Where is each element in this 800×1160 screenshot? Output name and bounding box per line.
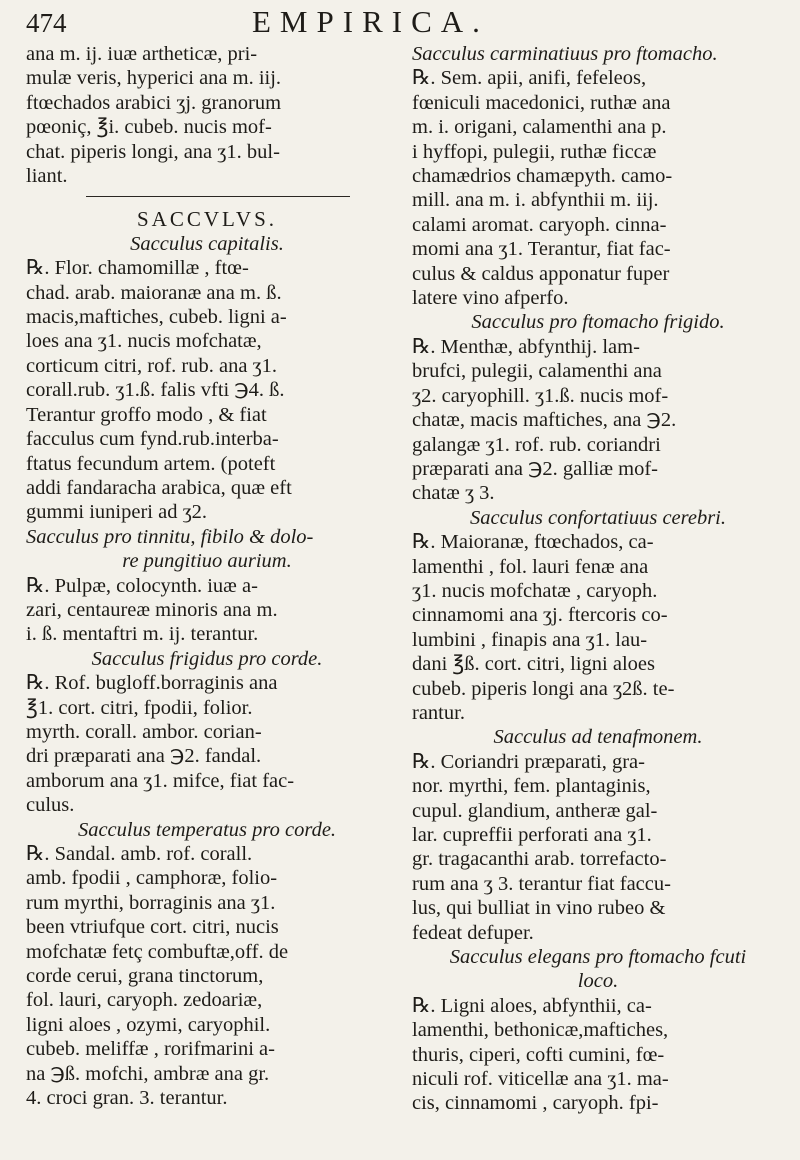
text-line: galangæ ʒ1. rof. rub. coriandri: [412, 433, 661, 456]
text-line: amb. fpodii , camphoræ, folio-: [26, 867, 278, 890]
text-line: corde cerui, grana tinctorum,: [26, 965, 264, 988]
recipe-heading: re pungitiuo aurium.: [122, 550, 292, 573]
recipe-heading: Sacculus confortatiuus cerebri.: [469, 506, 727, 529]
text-line: gr. tragacanthi arab. torrefacto-: [412, 848, 667, 871]
text-line: m. i. origani, calamenthi ana p.: [412, 116, 667, 139]
text-line: ℞. Maioranæ, ftœchados, ca-: [412, 531, 654, 554]
text-line: ℥1. cort. citri, fpodii, folior.: [26, 696, 253, 719]
recipe-heading: Sacculus pro tinnitu, fibilo & dolo-: [26, 525, 314, 548]
text-line: ℞. Ligni aloes, abfynthii, ca-: [412, 994, 652, 1017]
text-line: chatæ ʒ 3.: [412, 482, 495, 505]
recipe-heading: Sacculus capitalis.: [130, 232, 284, 255]
recipe-heading: Sacculus temperatus pro corde.: [77, 818, 337, 841]
text-line: rantur.: [412, 701, 465, 724]
text-line: ℞. Flor. chamomillæ , ftœ-: [26, 257, 249, 280]
text-line: chad. arab. maioranæ ana m. ß.: [26, 281, 282, 304]
text-line: ʒ2. caryophill. ʒ1.ß. nucis mof-: [412, 384, 669, 407]
text-line: lus, qui bulliat in vino rubeo &: [412, 897, 666, 920]
text-line: ʒ1. nucis mofchatæ , caryoph.: [412, 579, 658, 602]
recipe-heading: loco.: [577, 970, 619, 993]
text-line: chatæ, macis maftiches, ana ℈2.: [412, 409, 677, 432]
text-line: ℞. Rof. bugloff.borraginis ana: [26, 672, 278, 695]
text-line: thuris, ciperi, cofti cumini, fœ-: [412, 1043, 665, 1066]
text-line: dri præparati ana ℈2. fandal.: [26, 745, 262, 768]
text-line: brufci, pulegii, calamenthi ana: [412, 360, 662, 383]
text-line: culus & caldus apponatur fuper: [412, 262, 670, 285]
text-line: chat. piperis longi, ana ʒ1. bul-: [26, 140, 280, 163]
text-line: myrth. corall. ambor. corian-: [26, 720, 262, 743]
text-line: addi fandaracha arabica, quæ eft: [26, 476, 292, 499]
text-line: chamædrios chamæpyth. camo-: [412, 165, 673, 188]
text-line: i. ß. mentaftri m. ij. terantur.: [26, 623, 259, 646]
running-head: EMPIRICA.: [252, 4, 489, 39]
text-line: gummi iuniperi ad ʒ2.: [26, 501, 208, 524]
text-line: cis, cinnamomi , caryoph. fpi-: [412, 1092, 659, 1115]
text-line: momi ana ʒ1. Terantur, fiat fac-: [412, 238, 671, 261]
recipe-heading: SACCVLVS.: [136, 207, 278, 232]
text-line: liant.: [26, 165, 68, 188]
text-line: i hyffopi, pulegii, ruthæ ficcæ: [412, 140, 657, 163]
text-line: fol. lauri, caryoph. zedoariæ,: [26, 989, 263, 1012]
text-line: zari, centaureæ minoris ana m.: [26, 598, 278, 621]
text-line: cubeb. piperis longi ana ʒ2ß. te-: [412, 677, 675, 700]
text-line: pœoniç, ℥i. cubeb. nucis mof-: [26, 116, 272, 139]
text-line: macis,maftiches, cubeb. ligni a-: [26, 306, 287, 329]
text-line: amborum ana ʒ1. mifce, fiat fac-: [26, 769, 295, 792]
text-line: lamenthi, bethonicæ,maftiches,: [412, 1019, 669, 1042]
recipe-heading: Sacculus carminatiuus pro ftomacho.: [412, 43, 718, 65]
page-number: 474: [26, 8, 67, 38]
text-line: præparati ana ℈2. galliæ mof-: [412, 457, 659, 480]
recipe-heading: Sacculus ad tenafmonem.: [493, 726, 703, 749]
section-rule: [86, 196, 350, 197]
text-line: nor. myrthi, fem. plantaginis,: [412, 775, 651, 798]
text-line: ℞. Sem. apii, anifi, fefeleos,: [412, 67, 647, 90]
text-line: fœniculi macedonici, ruthæ ana: [412, 91, 671, 114]
text-line: culus.: [26, 794, 75, 817]
text-line: facculus cum fynd.rub.interba-: [26, 428, 279, 451]
text-line: latere vino afperfo.: [412, 287, 569, 310]
text-line: cupul. glandium, antheræ gal-: [412, 799, 658, 822]
text-line: ℞. Coriandri præparati, gra-: [412, 750, 645, 773]
text-line: been vtriufque cort. citri, nucis: [26, 916, 279, 939]
text-line: mofchatæ fetç combuftæ,off. de: [26, 940, 289, 963]
text-line: 4. croci gran. 3. terantur.: [26, 1087, 228, 1110]
right-column: [412, 42, 784, 1116]
recipe-heading: Sacculus elegans pro ftomacho fcuti: [449, 946, 747, 969]
text-line: mulæ veris, hyperici ana m. iij.: [26, 67, 282, 90]
text-line: rum myrthi, borraginis ana ʒ1.: [26, 891, 276, 914]
text-line: niculi rof. viticellæ ana ʒ1. ma-: [412, 1068, 669, 1091]
text-line: cubeb. meliffæ , rorifmarini a-: [26, 1038, 275, 1061]
text-line: corall.rub. ʒ1.ß. falis vfti ℈4. ß.: [26, 379, 285, 402]
text-line: loes ana ʒ1. nucis mofchatæ,: [26, 330, 262, 353]
text-line: mill. ana m. i. abfynthii m. iij.: [412, 189, 659, 212]
recipe-heading: Sacculus pro ftomacho frigido.: [471, 311, 725, 334]
text-line: ligni aloes , ozymi, caryophil.: [26, 1013, 271, 1036]
text-line: ftatus fecundum artem. (poteft: [26, 452, 276, 475]
text-line: corticum citri, rof. rub. ana ʒ1.: [26, 354, 278, 377]
text-line: fedeat defuper.: [412, 921, 534, 944]
text-line: calami aromat. caryoph. cinna-: [412, 213, 667, 236]
text-line: dani ℥ß. cort. citri, ligni aloes: [412, 653, 655, 676]
text-line: lar. cupreffii perforati ana ʒ1.: [412, 824, 652, 846]
left-column: [26, 42, 388, 1110]
text-line: ℞. Menthæ, abfynthij. lam-: [412, 335, 640, 358]
text-line: cinnamomi ana ʒj. ftercoris co-: [412, 604, 668, 627]
text-line: lamenthi , fol. lauri fenæ ana: [412, 555, 649, 578]
text-line: ℞. Sandal. amb. rof. corall.: [26, 843, 253, 865]
recipe-heading: Sacculus frigidus pro corde.: [91, 647, 323, 670]
text-line: na ℈ß. mofchi, ambræ ana gr.: [26, 1062, 270, 1085]
text-line: rum ana ʒ 3. terantur fiat faccu-: [412, 872, 671, 895]
text-line: ana m. ij. iuæ artheticæ, pri-: [26, 43, 258, 65]
text-line: ℞. Pulpæ, colocynth. iuæ a-: [26, 574, 258, 597]
text-line: Terantur groffo modo , & fiat: [26, 403, 267, 426]
text-line: ftœchados arabici ʒj. granorum: [26, 91, 282, 114]
text-line: lumbini , finapis ana ʒ1. lau-: [412, 628, 648, 651]
